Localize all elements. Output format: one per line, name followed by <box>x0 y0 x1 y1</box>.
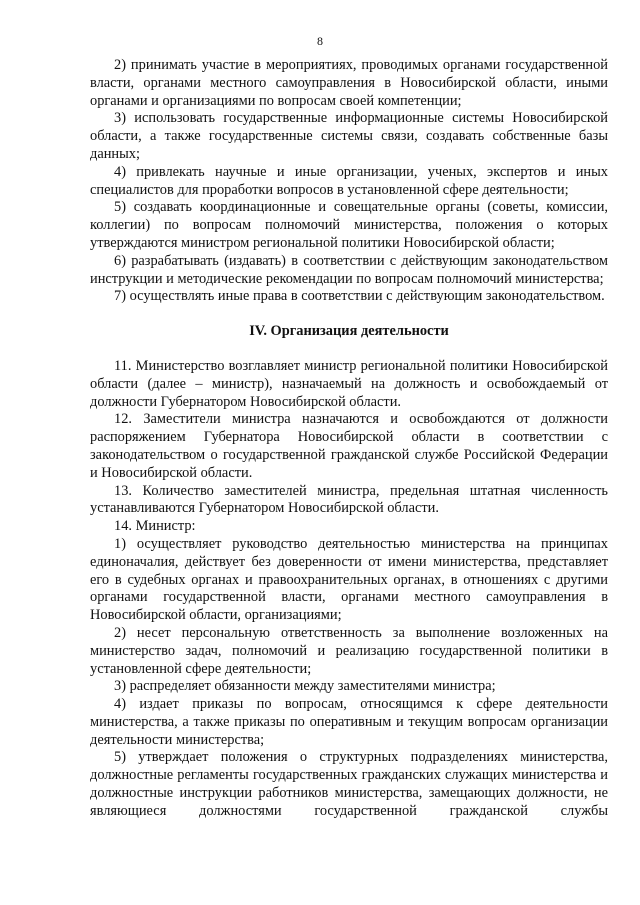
paragraph-14: 14. Министр: <box>114 518 196 535</box>
paragraph-14-4: 4) издает приказы по вопросам, относящимся к сфере деятельности министерства, а также приказы по оперативным и текущим вопросам организации деятельности министерства; <box>90 696 608 748</box>
paragraph-12: 12. Заместители министра назначаются и освобождаются от должности распоряжением Губернатора Новосибирской области в соответствии с законодательством о государственной гражданской службе Российской Федерации и Новосибирской области. <box>90 411 608 481</box>
paragraph-right-3: 3) использовать государственные информационные системы Новосибирской области, а также государственные системы связи, создавать собственные базы данных; <box>90 110 608 162</box>
paragraph-right-4: 4) привлекать научные и иные организации, ученых, экспертов и иных специалистов для проработки вопросов в установленной сфере деятельности; <box>90 163 608 198</box>
paragraph-right-2: 2) принимать участие в мероприятиях, проводимых органами государственной власти, органами местного самоуправления в Новосибирской области, иными органами и организациями по вопросам своей компетенции; <box>90 57 608 109</box>
paragraph-14-2: 2) несет персональную ответственность за выполнение возложенных на министерство задач, полномочий и реализацию государственной политики в установленной сфере деятельности; <box>90 624 608 677</box>
paragraph-14-5: 5) утверждает положения о структурных подразделениях министерства, должностные регламенты государственных гражданских служащих министерства и должностные инструкции работников министерства, замещающих должности, не являющиеся должностями государственной гражданской службы <box>90 749 608 819</box>
paragraph-11: 11. Министерство возглавляет министр региональной политики Новосибирской области (далее – министр), назначаемый на должность и освобождаемый от должности Губернатором Новосибирской области. <box>90 357 608 410</box>
paragraph-13: 13. Количество заместителей министра, предельная штатная численность устанавливаются Губернатором Новосибирской области. <box>90 482 608 517</box>
paragraph-right-7: 7) осуществлять иные права в соответствии с действующим законодательством. <box>114 288 605 305</box>
section-heading: IV. Организация деятельности <box>249 323 449 340</box>
paragraph-14-3: 3) распределяет обязанности между заместителями министра; <box>114 678 496 695</box>
paragraph-14-1: 1) осуществляет руководство деятельностью министерства на принципах единоначалия, действует без доверенности от имени министерства, представляет его в судебных органах и правоохранительных органах, в отношениях с другими органами государственной власти, органами местного самоуправления в Новосибирской области, организациями; <box>90 535 608 624</box>
paragraph-right-6: 6) разрабатывать (издавать) в соответствии с действующим законодательством инструкции и методические рекомендации по вопросам полномочий министерства; <box>90 252 608 287</box>
document-body <box>90 57 608 821</box>
page-number: 8 <box>317 34 323 48</box>
paragraph-right-5: 5) создавать координационные и совещательные органы (советы, комиссии, коллегии) по вопросам полномочий министерства, положения о которых утверждаются министром региональной политики Новосибирской области; <box>90 199 608 251</box>
